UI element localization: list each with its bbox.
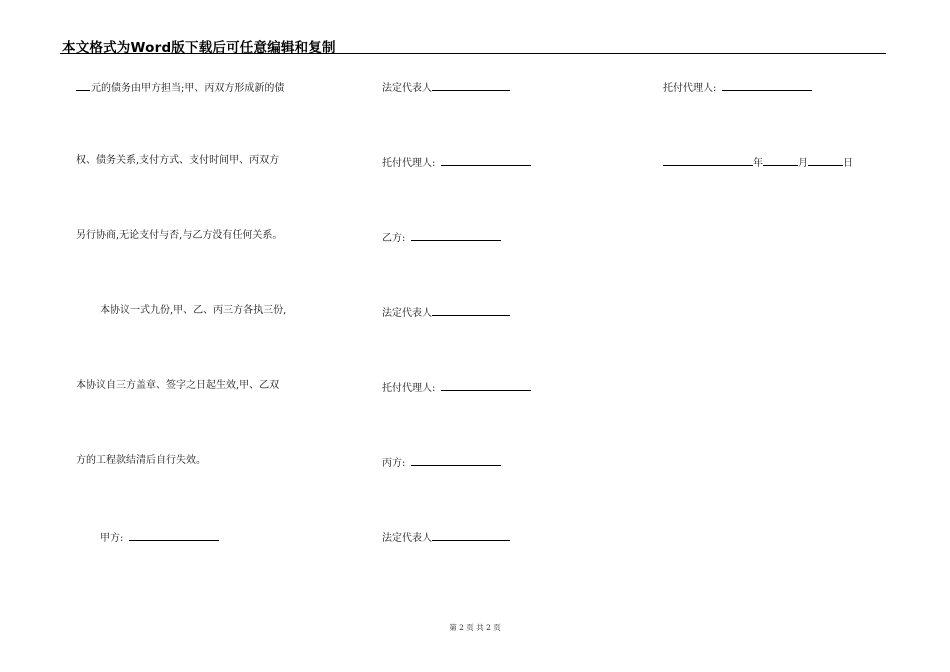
document-header-title: 本文格式为Word版下载后可任意编辑和复制 [62,40,336,56]
party-c-signature [382,455,501,470]
body-line-2: 权、债务关系,支付方式、支付时间甲、丙双方 [76,155,280,166]
party-b-blank [411,230,501,241]
date-day-label: 日 [843,158,853,169]
body-line-4: 本协议一式九份,甲、乙、丙三方各执三份, [100,305,287,316]
page-footer: 第 2 页 共 2 页 [449,623,501,632]
legal-rep-3-blank [432,530,510,541]
date-year-blank [663,155,753,166]
legal-rep-1-blank [432,80,510,91]
date-year-label: 年 [753,158,763,169]
agent-3-blank [722,80,812,91]
body-line-3: 另行协商,无论支付与否,与乙方没有任何关系。 [76,230,283,241]
party-c-label: 丙方: [382,458,406,469]
agent-2-label: 托付代理人: [382,383,436,394]
agent-3-label: 托付代理人: [663,83,717,94]
legal-rep-2-blank [432,305,510,316]
body-line-5: 本协议自三方盖章、签字之日起生效,甲、乙双 [76,380,280,391]
legal-rep-1 [382,80,510,95]
amount-blank [76,80,90,91]
party-c-blank [411,455,501,466]
legal-rep-2 [382,305,510,320]
body-line-6: 方的工程款结清后自行失效。 [76,455,206,466]
body-text-1: 元的债务由甲方担当;甲、丙双方形成新的债 [91,83,285,94]
agent-1 [382,155,531,170]
legal-rep-1-label: 法定代表人 [382,83,432,94]
signing-date [663,155,853,170]
party-b-label: 乙方: [382,233,406,244]
legal-rep-3 [382,530,510,545]
body-line-1 [76,80,284,95]
legal-rep-3-label: 法定代表人 [382,533,432,544]
agent-2 [382,380,531,395]
legal-rep-2-label: 法定代表人 [382,308,432,319]
party-a-signature [100,530,219,545]
party-b-signature [382,230,501,245]
header-divider [60,53,886,54]
agent-2-blank [441,380,531,391]
party-a-label: 甲方: [100,533,124,544]
date-day-blank [808,155,843,166]
agent-3 [663,80,812,95]
agent-1-label: 托付代理人: [382,158,436,169]
date-month-label: 月 [798,158,808,169]
party-a-blank [129,530,219,541]
agent-1-blank [441,155,531,166]
date-month-blank [763,155,798,166]
